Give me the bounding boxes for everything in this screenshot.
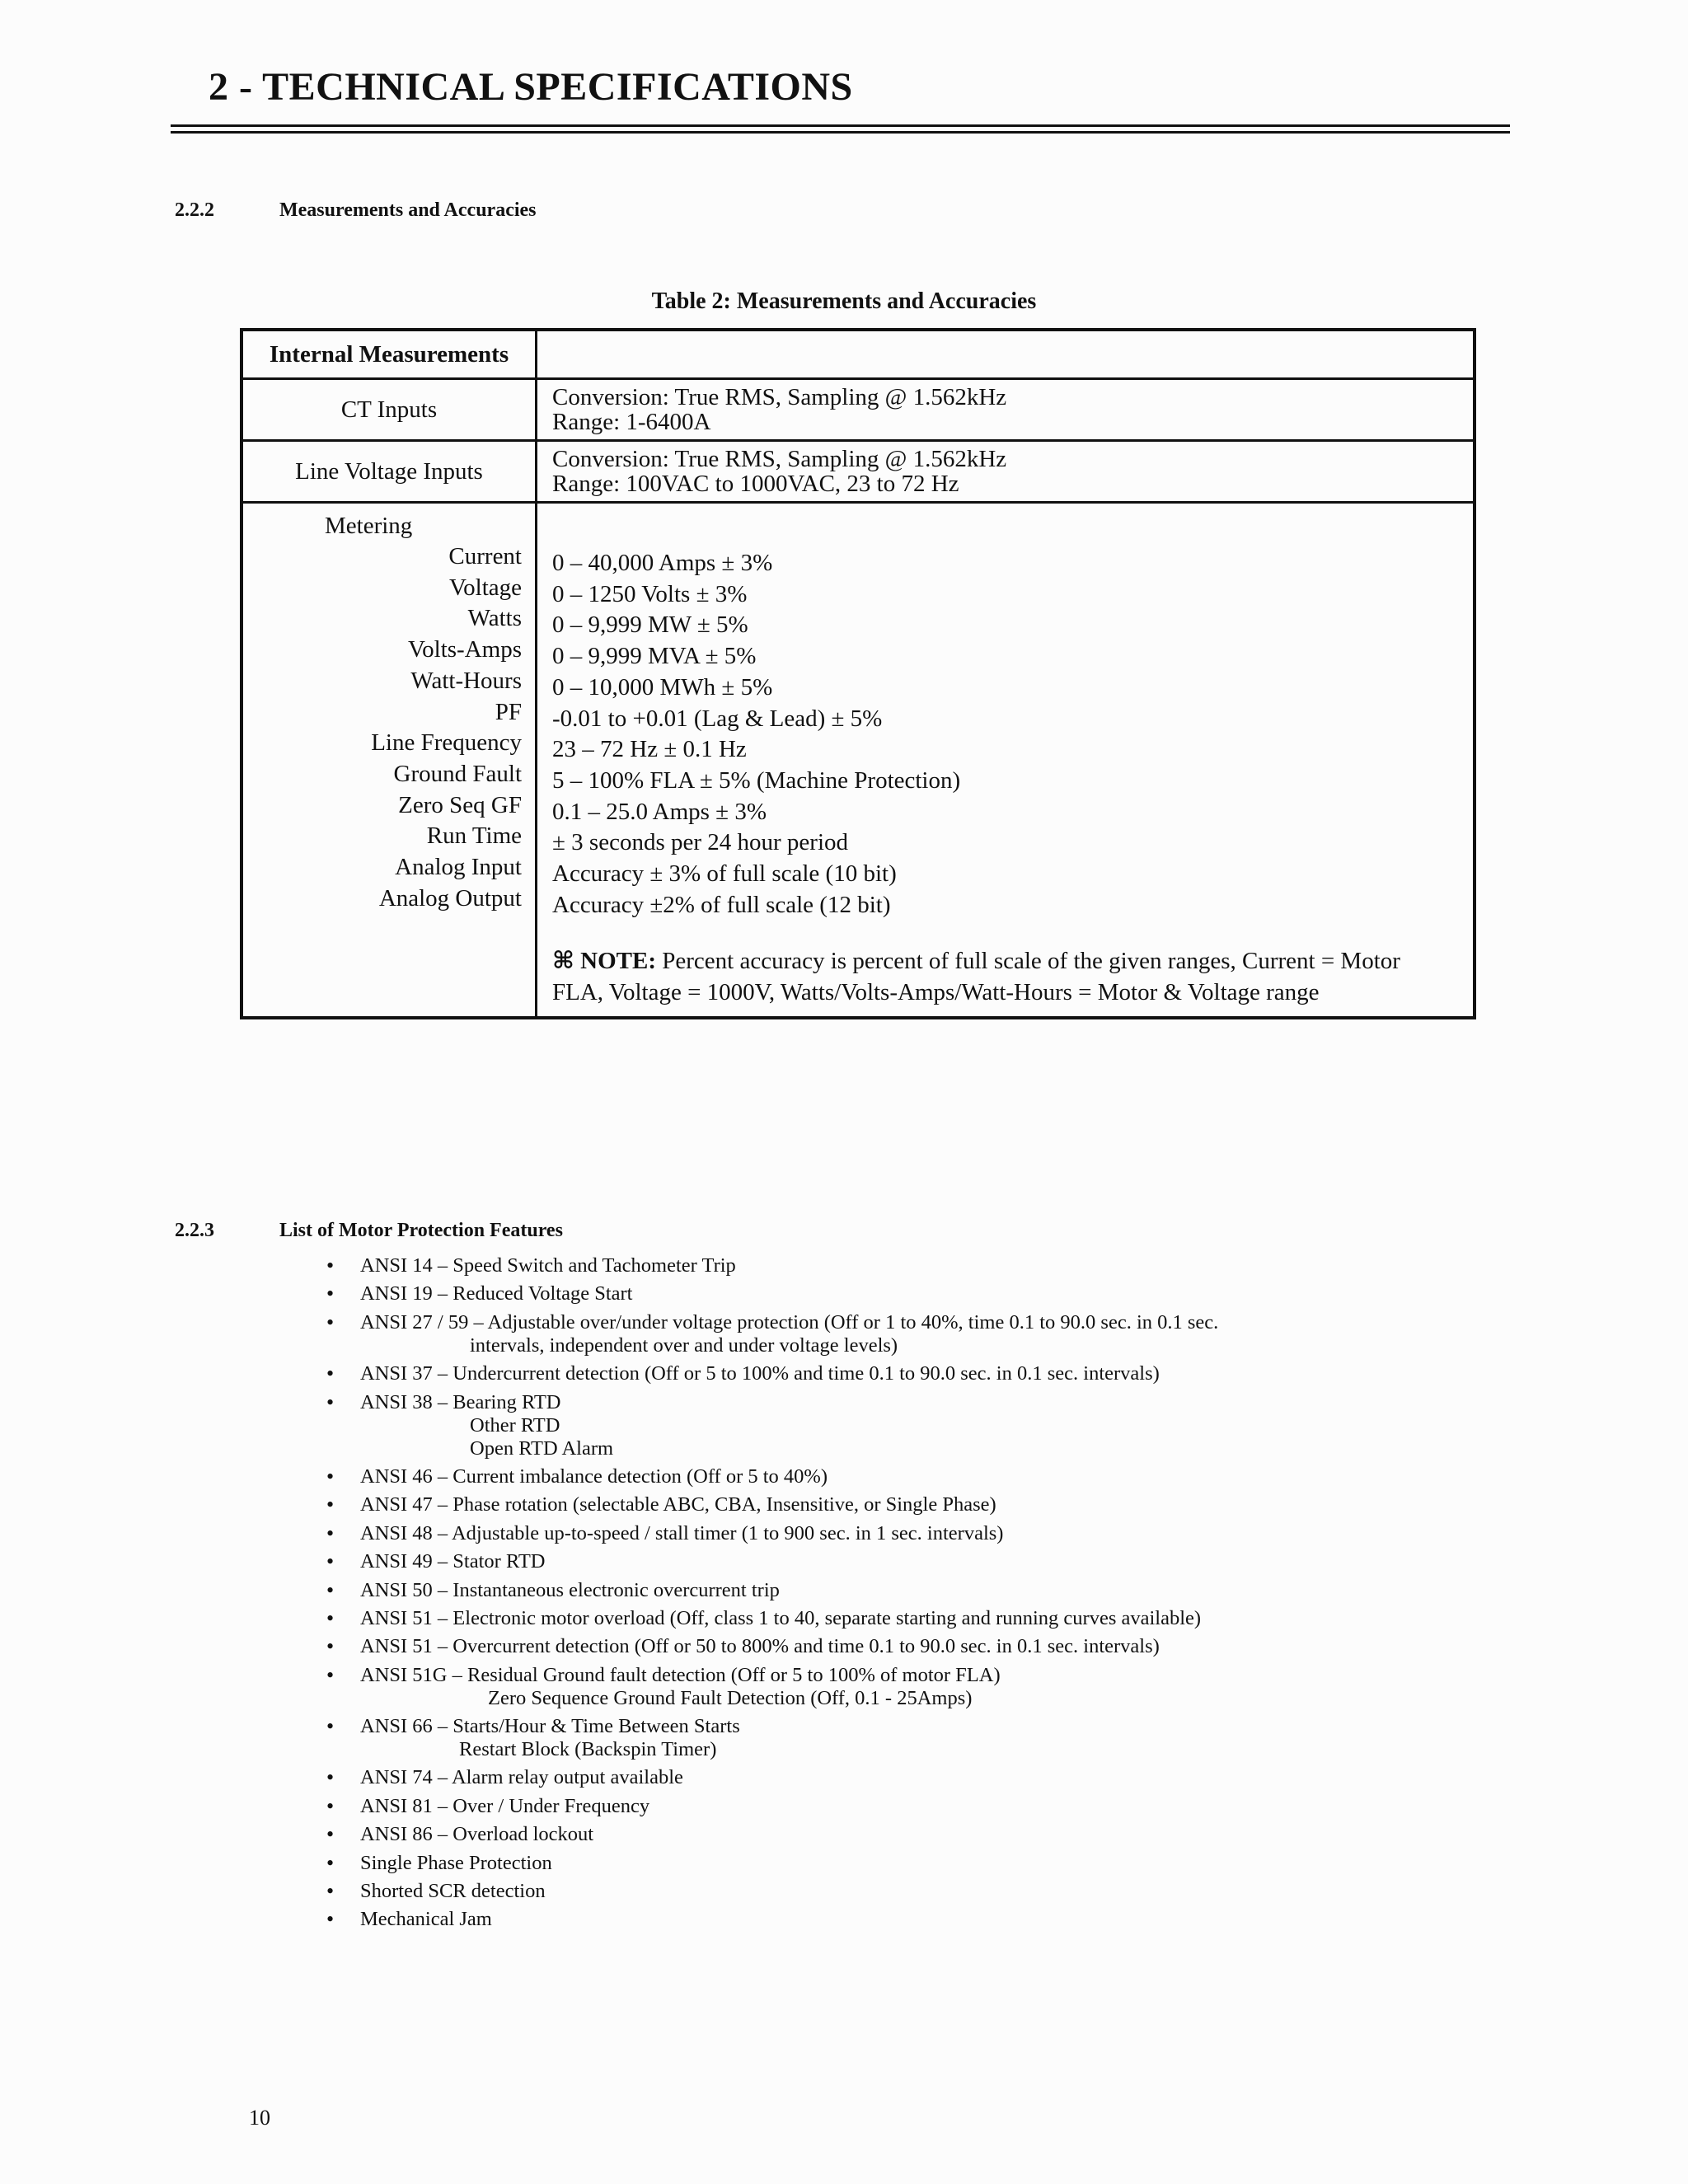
table-caption: Table 2: Measurements and Accuracies [651, 288, 1037, 314]
bullet-icon: • [326, 1254, 335, 1277]
feature-continuation: Open RTD Alarm [470, 1436, 614, 1460]
ct-inputs-label: CT Inputs [243, 380, 537, 439]
line-voltage-inputs-spec [537, 442, 1473, 501]
ct-inputs-conversion: Conversion: True RMS, Sampling @ 1.562kHz [552, 384, 1007, 410]
header-rule-top [171, 124, 1510, 127]
metering-value: 0 – 9,999 MVA ± 5% [552, 643, 757, 670]
chapter-title: 2 - TECHNICAL SPECIFICATIONS [209, 65, 853, 109]
metering-values [537, 504, 1473, 1016]
feature-item [326, 1766, 1218, 1789]
metering-value: 0.1 – 25.0 Amps ± 3% [552, 798, 767, 825]
table-header-left: Internal Measurements [243, 331, 537, 377]
feature-item [326, 1823, 1218, 1846]
feature-item [326, 1465, 1218, 1488]
bullet-icon: • [326, 1605, 335, 1630]
bullet-icon: • [326, 1361, 335, 1386]
feature-text: ANSI 27 / 59 – Adjustable over/under voltage protection (Off or 1 to 40%, time 0.1 to 90.0 sec. in 0.1 sec. [360, 1310, 1219, 1333]
metering-title: Metering [325, 513, 413, 539]
metering-value: Accuracy ±2% of full scale (12 bit) [552, 891, 891, 918]
bullet-icon: • [326, 1907, 335, 1932]
metering-value: -0.01 to +0.01 (Lag & Lead) ± 5% [552, 705, 883, 732]
metering-label: Ground Fault [393, 760, 522, 787]
protection-feature-list [326, 1254, 1218, 1937]
note-text: Percent accuracy is percent of full scale of the given ranges, Current = Motor FLA, Voltage = 1000V, Watts/Volts-Amps/Watt-Hours = Motor & Voltage range [552, 948, 1400, 1006]
bullet-icon: • [326, 1521, 335, 1545]
metering-label: Analog Output [378, 884, 522, 912]
metering-value: 23 – 72 Hz ± 0.1 Hz [552, 736, 747, 763]
metering-label: Analog Input [395, 854, 522, 881]
bullet-icon: • [326, 1714, 335, 1739]
feature-item [326, 1880, 1218, 1903]
ct-inputs-spec [537, 380, 1473, 439]
feature-text: ANSI 49 – Stator RTD [360, 1550, 546, 1573]
feature-text: ANSI 51 – Overcurrent detection (Off or 50 to 800% and time 0.1 to 90.0 sec. in 0.1 sec. intervals) [360, 1635, 1160, 1658]
bullet-icon: • [326, 1493, 335, 1517]
table-row-ct-inputs [243, 377, 1473, 439]
metering-value-list [552, 510, 1473, 921]
feature-text: ANSI 47 – Phase rotation (selectable ABC, CBA, Insensitive, or Single Phase) [360, 1493, 996, 1516]
feature-item [326, 1664, 1218, 1710]
page-number: 10 [249, 2106, 270, 2130]
metering-label: Watt-Hours [410, 667, 522, 694]
feature-text: ANSI 19 – Reduced Voltage Start [360, 1282, 633, 1305]
feature-continuation: Zero Sequence Ground Fault Detection (Off, 0.1 - 25Amps) [488, 1686, 973, 1709]
metering-label: Current [448, 543, 522, 569]
metering-value: 0 – 9,999 MW ± 5% [552, 612, 748, 639]
feature-text: ANSI 46 – Current imbalance detection (Off or 5 to 40%) [360, 1465, 828, 1488]
metering-labels [243, 504, 537, 1016]
section-number-223: 2.2.3 [175, 1220, 214, 1241]
feature-item [326, 1795, 1218, 1818]
feature-text: ANSI 81 – Over / Under Frequency [360, 1794, 650, 1817]
table-header-right [537, 331, 1473, 377]
feature-text: ANSI 86 – Overload lockout [360, 1823, 594, 1846]
line-voltage-conversion: Conversion: True RMS, Sampling @ 1.562kHz [552, 446, 1007, 472]
ct-inputs-range: Range: 1-6400A [552, 409, 711, 435]
feature-item [326, 1282, 1218, 1305]
feature-text: ANSI 74 – Alarm relay output available [360, 1766, 683, 1789]
bullet-icon: • [326, 1793, 335, 1818]
bullet-icon: • [326, 1549, 335, 1574]
feature-item [326, 1908, 1218, 1931]
bullet-icon: • [326, 1822, 335, 1847]
section-title-222: Measurements and Accuracies [279, 199, 537, 221]
feature-text: ANSI 37 – Undercurrent detection (Off or 5 to 100% and time 0.1 to 90.0 sec. in 0.1 sec. intervals) [360, 1362, 1160, 1385]
metering-label: PF [495, 698, 522, 725]
bullet-icon: • [326, 1634, 335, 1659]
feature-item [326, 1635, 1218, 1658]
header-rule-bottom [171, 131, 1510, 134]
accuracy-note [552, 945, 1473, 1011]
feature-item [326, 1311, 1218, 1357]
bullet-icon: • [326, 1577, 335, 1602]
feature-text: ANSI 38 – Bearing RTD [360, 1390, 561, 1413]
metering-label: Run Time [426, 823, 522, 850]
feature-item [326, 1254, 1218, 1277]
bullet-icon: • [326, 1464, 335, 1488]
feature-text: ANSI 50 – Instantaneous electronic overcurrent trip [360, 1578, 780, 1601]
feature-text: Single Phase Protection [360, 1851, 552, 1874]
metering-label: Line Frequency [371, 729, 522, 757]
bullet-icon: • [326, 1310, 335, 1334]
feature-continuation: Restart Block (Backspin Timer) [459, 1738, 717, 1761]
feature-text: Mechanical Jam [360, 1908, 492, 1931]
feature-text: ANSI 66 – Starts/Hour & Time Between Starts [360, 1715, 740, 1738]
feature-text: ANSI 14 – Speed Switch and Tachometer Trip [360, 1254, 736, 1277]
note-heading: ⌘ NOTE: [552, 948, 656, 975]
line-voltage-range: Range: 100VAC to 1000VAC, 23 to 72 Hz [552, 471, 959, 497]
measurements-table [240, 328, 1476, 1019]
metering-label: Volts-Amps [407, 636, 522, 663]
table-row-metering [243, 501, 1473, 1016]
metering-value: ± 3 seconds per 24 hour period [552, 829, 849, 856]
metering-label: Voltage [448, 574, 522, 601]
table-header-row [243, 331, 1473, 377]
feature-item [326, 1522, 1218, 1545]
metering-label: Watts [467, 605, 522, 632]
feature-item [326, 1579, 1218, 1602]
line-voltage-inputs-label: Line Voltage Inputs [243, 442, 537, 501]
feature-text: Shorted SCR detection [360, 1880, 546, 1903]
table-row-line-voltage-inputs [243, 439, 1473, 501]
feature-continuation: intervals, independent over and under voltage levels) [470, 1333, 898, 1357]
feature-item [326, 1493, 1218, 1516]
section-title-223: List of Motor Protection Features [279, 1220, 563, 1241]
feature-text: ANSI 51G – Residual Ground fault detection (Off or 5 to 100% of motor FLA) [360, 1663, 1001, 1686]
bullet-icon: • [326, 1879, 335, 1904]
bullet-icon: • [326, 1282, 335, 1306]
feature-continuation: Other RTD [470, 1413, 560, 1436]
feature-item [326, 1391, 1218, 1460]
metering-value: Accuracy ± 3% of full scale (10 bit) [552, 860, 897, 888]
bullet-icon: • [326, 1662, 335, 1687]
feature-item [326, 1362, 1218, 1385]
feature-item [326, 1715, 1218, 1761]
section-number-222: 2.2.2 [175, 199, 214, 221]
metering-value: 5 – 100% FLA ± 5% (Machine Protection) [552, 766, 961, 794]
metering-value: 0 – 40,000 Amps ± 3% [552, 550, 773, 576]
feature-text: ANSI 48 – Adjustable up-to-speed / stall timer (1 to 900 sec. in 1 sec. intervals) [360, 1521, 1004, 1544]
feature-text: ANSI 51 – Electronic motor overload (Off, class 1 to 40, separate starting and running curves available) [360, 1606, 1202, 1629]
metering-value: 0 – 10,000 MWh ± 5% [552, 673, 773, 701]
bullet-icon: • [326, 1390, 335, 1414]
bullet-icon: • [326, 1765, 335, 1790]
bullet-icon: • [326, 1850, 335, 1875]
feature-item [326, 1550, 1218, 1573]
feature-item [326, 1607, 1218, 1630]
metering-label: Zero Seq GF [398, 791, 522, 818]
metering-value: 0 – 1250 Volts ± 3% [552, 580, 748, 607]
feature-item [326, 1852, 1218, 1875]
